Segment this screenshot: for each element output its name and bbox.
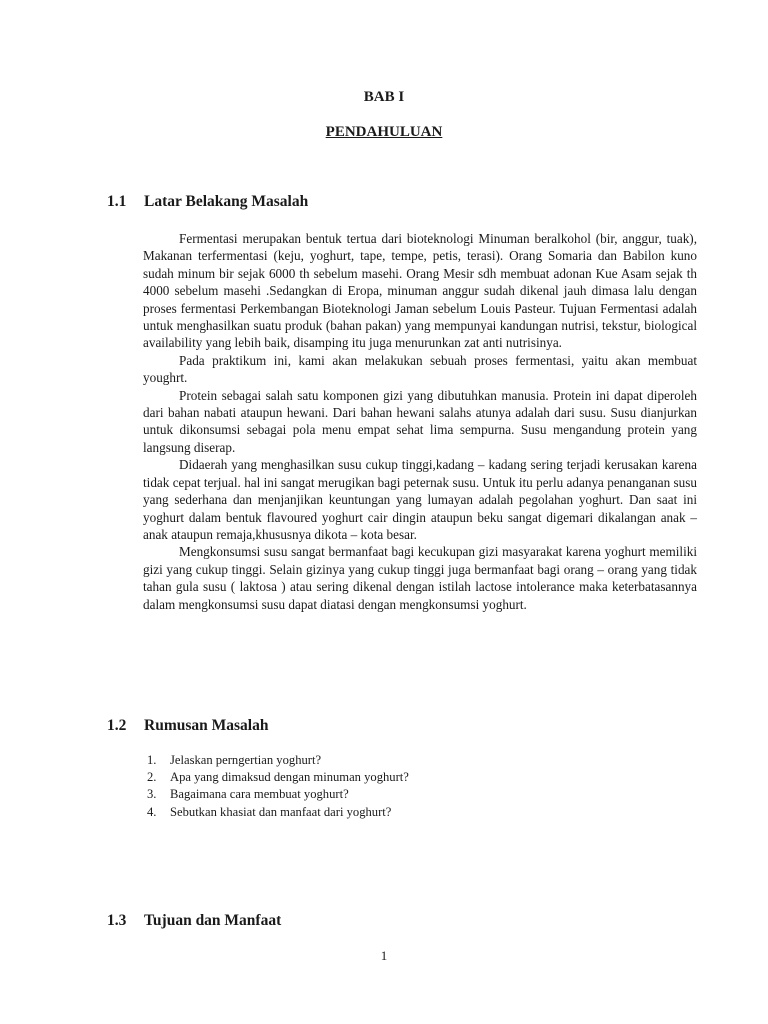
list-item-number: 3.: [147, 787, 157, 802]
list-item-text: Apa yang dimaksud dengan minuman yoghurt?: [170, 770, 409, 785]
section-number: 1.3: [107, 912, 127, 929]
paragraph: Didaerah yang menghasilkan susu cukup tinggi,kadang – kadang sering terjadi kerusakan karena tidak cepat terjual. hal ini sangat merugikan bagi peternak susu. Untuk itu perlu adanya penanganan susu yang sederhana dan menjanjikan keuntungan yang lumayan adalah pegolahan yoghurt. Dan saat ini yoghurt dalam bentuk flavoured yoghurt cair dingin ataupun beku sangat digemari dikalangan anak – anak ataupun remaja,khususnya dikota – kota besar.: [143, 457, 697, 542]
list-item: [147, 804, 409, 821]
list-item-number: 4.: [147, 804, 157, 819]
chapter-title: PENDAHULUAN: [325, 124, 443, 140]
list-item-text: Bagaimana cara membuat yoghurt?: [170, 787, 349, 802]
section-title: Latar Belakang Masalah: [144, 193, 309, 210]
list-item: [147, 769, 409, 786]
list-item: [147, 786, 409, 803]
section-heading-rumusan-masalah: [107, 717, 268, 735]
paragraph: Pada praktikum ini, kami akan melakukan sebuah proses fermentasi, yaitu akan membuat youghrt.: [143, 352, 697, 386]
list-item-text: Jelaskan perngertian yoghurt?: [170, 753, 322, 767]
chapter-number: BAB I: [363, 89, 405, 105]
section-number: 1.1: [107, 193, 127, 210]
problem-list: [147, 752, 409, 821]
list-item-text: Sebutkan khasiat dan manfaat dari yoghurt?: [170, 804, 392, 819]
section-heading-tujuan-manfaat: [107, 912, 281, 930]
list-item: [147, 752, 409, 769]
section-title: Rumusan Masalah: [144, 717, 269, 734]
section-title: Tujuan dan Manfaat: [144, 912, 282, 929]
list-item-number: 1.: [147, 753, 157, 767]
list-item-number: 2.: [147, 770, 157, 785]
paragraph: Fermentasi merupakan bentuk tertua dari bioteknologi Minuman beralkohol (bir, anggur, tuak), Makanan terfermentasi (keju, yoghurt, tape, tempe, petis, terasi). Orang Somaria dan Babilon kuno sudah minum bir sejak 6000 th sebelum masehi. Orang Mesir sdh membuat adonan Kue Asam sejak th 4000 sebelum masehi .Sedangkan di Eropa, minuman anggur sudah dikenal jauh dimasa lalu dengan proses fermentasi Perkembangan Bioteknologi Jaman sebelum Louis Pasteur. Tujuan Fermentasi adalah untuk menghasilkan suatu produk (bahan pakan) yang mempunyai kandungan nutrisi, tekstur, biological availability yang lebih baik, disamping itu juga menurunkan zat anti nutrisinya.: [143, 231, 697, 351]
page-number: 1: [380, 948, 388, 963]
paragraph: Protein sebagai salah satu komponen gizi yang dibutuhkan manusia. Protein ini dapat diperoleh dari bahan nabati ataupun hewani. Dari bahan hewani salahs atunya adalah dari susu. Susu dianjurkan untuk dikonsumsi sebagai pola menu empat sehat lima sempurna. Susu mengandung protein yang langsung diserap.: [143, 387, 697, 455]
section-number: 1.2: [107, 717, 127, 734]
section-heading-latar-belakang: [107, 193, 308, 211]
paragraph: Mengkonsumsi susu sangat bermanfaat bagi kecukupan gizi masyarakat karena yoghurt memiliki gizi yang cukup tinggi. Selain gizinya yang cukup tinggi juga bermanfaat bagi orang – orang yang tidak tahan gula susu ( laktosa ) atau sering dikenal dengan istilah lactose intolerance maka keterbatasannya dalam mengkonsumsi susu dapat diatasi dengan mengkonsumsi yoghurt.: [143, 544, 697, 612]
background-body: [143, 230, 697, 613]
